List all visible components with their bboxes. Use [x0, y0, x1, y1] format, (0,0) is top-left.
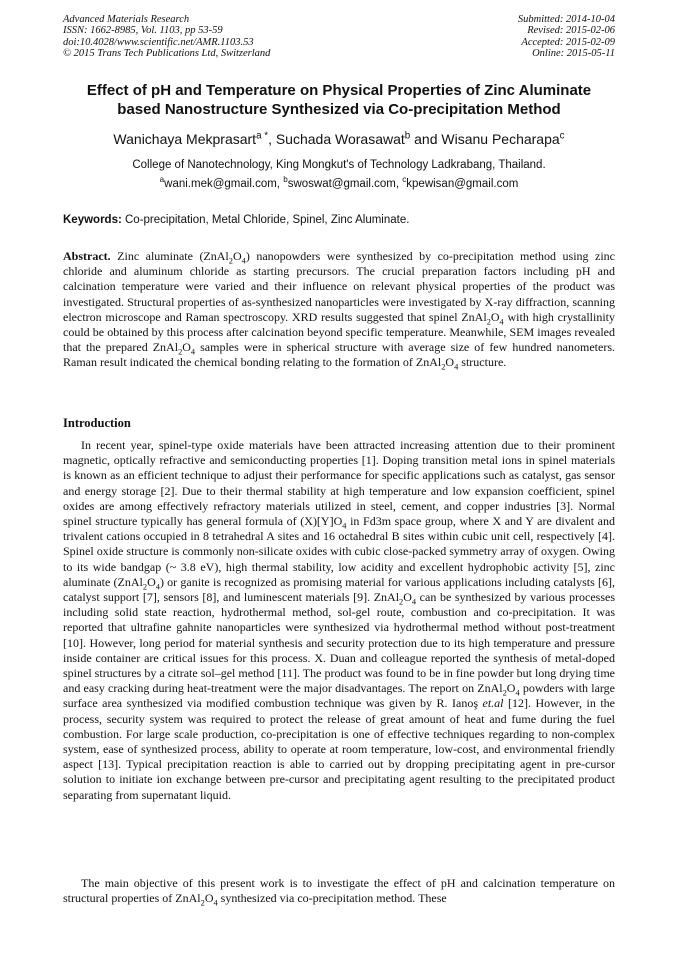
email-c-marker: c: [402, 175, 407, 185]
subscript: 2: [200, 898, 205, 908]
paragraph-text: [12]. However, in the process, security system was required to protect the release of great amount of heat and fume during the fuel combustion. For large scale production, co-precipitation is one of effective techniques regarding to non-complex system, ease of synthesized process, ability to operate at room temperature, low-cost, and environmental friendly aspect [13]. Typical precipitation reaction is able to carried out by dropping precipitating agent in pre-cursor solution to initiate ion exchange between pre-cursor and precipitating agent resulting to the precipitated product separating from supernatant liquid.: [63, 696, 615, 802]
abstract-text: O: [445, 355, 455, 370]
subscript: 2: [441, 362, 446, 372]
author-2: Suchada Worasawat: [275, 131, 405, 147]
paragraph-text: synthesized via co-precipitation method. These: [217, 891, 447, 906]
paragraph-text: in Fd3m space group, where X and Y are divalent and trivalent cations occupied in 8 tetrahedral A sites and 16 octahedral B sites within cubic unit cell, respectively [4]. Spinel oxide structure is commonly non-silicate oxides with cubic close-packed symmetry array of oxygen. Owing to its wide bandgap (~ 3.8 eV), high thermal stability, low acidity and excellent hydrophobic activity [5], zinc aluminate (ZnAl: [63, 514, 615, 589]
author-1-affil: a *: [256, 130, 269, 142]
paragraph-text: In recent year, spinel-type oxide materials have been attracted increasing attention due to their prominent magnetic, optically refractive and semiconducting properties [1]. Doping transition metal ions in spinel materials is known as an efficient technique to adjust their performance for specific applications such as catalyst, gas sensor and energy storage [2]. Due to their thermal stability at high temperature and low expansion coefficient, spinel oxides are among effectively refractory materials utilized in steel, cement, and copper industries [3]. Normal spinel structure typically has general formula of (X)[Y]O: [63, 438, 615, 529]
paper-title: [50, 81, 628, 119]
author-3-affil: c: [559, 130, 565, 142]
author-2-affil: b: [404, 130, 411, 142]
abstract-text: samples were in spherical structure with average size of few hundred nanometers. Raman result indicated the chemical bonding relating to the formation of ZnAl: [63, 340, 615, 370]
paragraph-text: O: [506, 681, 516, 696]
subscript: 4: [454, 362, 459, 372]
journal-info: [63, 14, 270, 60]
submission-dates: [518, 14, 615, 60]
abstract-text: with high crystallinity could be obtained by this process after calcination beyond specific temperature. Meanwhile, SEM images revealed that the prepared ZnAl: [63, 309, 615, 355]
email-c[interactable]: kpewisan@gmail.com: [406, 178, 519, 190]
subscript: 4: [342, 521, 347, 531]
subscript: 4: [241, 256, 246, 266]
submitted-date: Submitted: 2014-10-04: [517, 14, 615, 25]
issn-line: ISSN: 1662-8985, Vol. 1103, pp 53-59: [63, 25, 223, 37]
subscript: 2: [178, 347, 183, 357]
introduction-paragraph-2: [63, 876, 615, 906]
paragraph-text: ) or ganite is recognized as promising material for various applications including catalysts [6], catalyst support [7], sensors [8], and luminescent materials [9]. ZnAl: [63, 574, 615, 605]
keywords-text: Co-precipitation, Metal Chloride, Spinel, Zinc Aluminate.: [121, 214, 410, 226]
subscript: 4: [155, 582, 160, 592]
section-heading-introduction: Introduction: [63, 416, 131, 430]
keywords-label: Keywords:: [63, 214, 122, 226]
author-emails: [40, 177, 638, 191]
author-3: Wisanu Pecharapa: [441, 131, 560, 147]
author-separator: ,: [268, 131, 276, 147]
abstract-text: O: [490, 309, 500, 324]
author-separator: and: [410, 131, 442, 147]
subscript: 4: [190, 347, 196, 357]
subscript: 4: [213, 898, 218, 908]
abstract: [63, 249, 615, 371]
title-line-1: Effect of pH and Temperature on Physical Properties of Zinc Aluminate: [86, 82, 592, 99]
accepted-date: Accepted: 2015-02-09: [521, 36, 615, 48]
subscript: 4: [515, 688, 520, 698]
paragraph-text: can be synthesized by various processes including solid state reaction, hydrothermal method, sol-gel route, combustion and co-precipitation. It was reported that ultrafine gahnite nanoparticles were synthesized via hydrothermal method without post-treatment [10]. However, long period for material synthesis and security protection due to its high temperature and pressure inside container are critical issues for this process. X. Duan and colleague reported the synthesis of metal-doped spinel structures by a citrate sol–gel method [11]. The product was found to be in fine powder but long drying time and easy cracking during heat-treatment were the major disadvantages. The report on ZnAl: [63, 590, 615, 696]
revised-date: Revised: 2015-02-06: [527, 25, 615, 37]
paragraph-text: et.al: [482, 696, 504, 711]
introduction-paragraph-1: [63, 438, 615, 803]
subscript: 2: [486, 317, 491, 327]
abstract-text: Zinc aluminate (ZnAl: [110, 249, 229, 263]
abstract-text: O: [232, 249, 242, 263]
subscript: 4: [411, 597, 417, 607]
paragraph-text: O: [147, 574, 156, 589]
email-a[interactable]: wani.mek@gmail.com,: [164, 178, 284, 190]
affiliation: College of Nanotechnology, King Mongkut's of Technology Ladkrabang, Thailand.: [132, 159, 546, 171]
abstract-text: ) nanopowders were synthesized by co-precipitation method using zinc chloride and aluminum chloride as starting precursors. The crucial preparation factors including pH and calcination temperature were varied and their influence on relevant physical properties of the product was investigated. Structural properties of as-synthesized nanoparticles were investigated by X-ray diffraction, scanning electron microscope and Raman spectroscopy. XRD results suggested that spinel ZnAl: [63, 249, 616, 324]
abstract-label: Abstract.: [63, 249, 111, 263]
subscript: 2: [399, 597, 404, 607]
author-list: [40, 130, 638, 148]
paragraph-text: O: [204, 891, 214, 906]
subscript: 2: [502, 688, 507, 698]
subscript: 2: [142, 582, 148, 592]
copyright-line: © 2015 Trans Tech Publications Ltd, Switzerland: [63, 48, 271, 60]
email-a-marker: a: [159, 175, 165, 185]
paragraph-text: O: [403, 590, 412, 605]
online-date: Online: 2015-05-11: [532, 48, 615, 60]
subscript: 4: [499, 317, 504, 327]
email-b[interactable]: swoswat@gmail.com,: [287, 178, 403, 190]
abstract-text: structure.: [458, 355, 507, 370]
abstract-text: O: [182, 340, 191, 355]
email-b-marker: b: [283, 175, 288, 185]
title-line-2: based Nanostructure Synthesized via Co-precipitation Method: [117, 101, 561, 118]
author-1: Wanichaya Mekprasart: [113, 131, 257, 147]
keywords: [63, 213, 615, 227]
paragraph-text: The main objective of this present work is to investigate the effect of pH and calcination temperature on structural properties of ZnAl: [63, 876, 615, 906]
paragraph-text: powders with large surface area synthesized via modified combustion technique was given by R. Ianoş: [63, 681, 615, 711]
journal-name: Advanced Materials Research: [63, 14, 190, 25]
subscript: 2: [228, 256, 233, 266]
doi-line: doi:10.4028/www.scientific.net/AMR.1103.53: [63, 36, 254, 48]
